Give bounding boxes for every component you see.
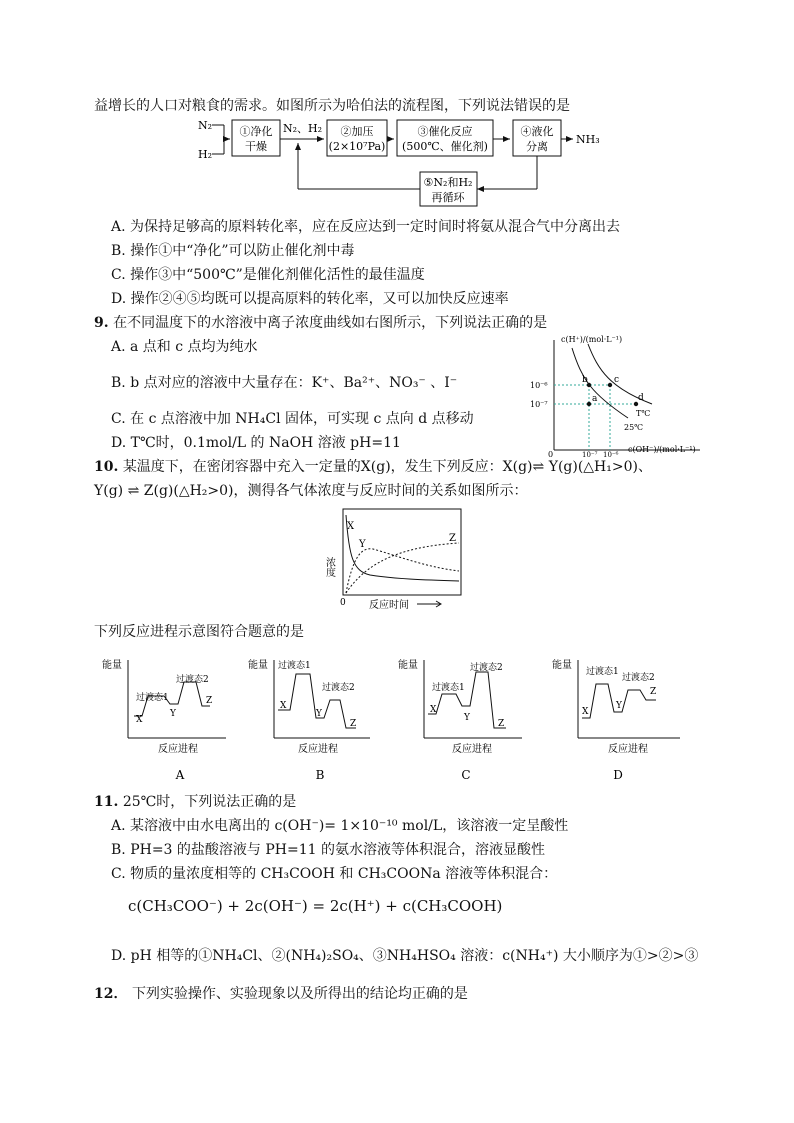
q11-equation: c(CH₃COO⁻) + 2c(OH⁻) = 2c(H⁺) + c(CH₃COOH) (128, 897, 503, 915)
energy-c-Z: Z (498, 719, 505, 729)
q8-option-b: B. 操作①中“净化”可以防止催化剂中毒 (111, 243, 355, 259)
q11-option-a: A. 某溶液中由水电离出的 c(OH⁻)= 1×10⁻¹⁰ mol/L，该溶液一定呈酸性 (111, 818, 569, 834)
energy-c-X: X (430, 705, 437, 715)
q8-option-c: C. 操作③中“500℃”是催化剂催化活性的最佳温度 (111, 267, 425, 283)
energy-a-Y: Y (170, 709, 176, 719)
q9-label-b: b (582, 375, 588, 385)
q9-label-d: d (638, 393, 644, 403)
flow-box-2-l2: (2×10⁷Pa) (328, 140, 386, 153)
energy-d-letter: D (613, 768, 623, 782)
flow-box-3-l1: ③催化反应 (417, 125, 473, 138)
energy-a-xlabel: 反应进程 (158, 744, 198, 755)
energy-c-xlabel: 反应进程 (452, 744, 492, 755)
q12-stem-line (94, 985, 468, 1003)
energy-d-ts1: 过渡态1 (586, 667, 619, 677)
energy-d-X: X (582, 707, 589, 717)
q11-stem: 25℃时，下列说法正确的是 (122, 794, 297, 810)
energy-c-letter: C (461, 768, 471, 782)
energy-diagram-b (248, 658, 370, 782)
q8-option-a: A. 为保持足够高的原料转化率，应在反应达到一定时间时将氨从混合气中分离出去 (111, 219, 621, 235)
q10-conc-Z: Z (449, 533, 456, 544)
q10-conc-X: X (347, 521, 355, 532)
q10-number: 10. (94, 459, 119, 475)
q9-point-a (587, 402, 591, 406)
energy-b-ylabel: 能量 (248, 660, 268, 671)
q10-conc-xlabel: 反应时间 (369, 600, 409, 611)
q12-number: 12． (94, 986, 128, 1002)
flow-output-nh3: NH₃ (576, 133, 600, 146)
energy-diagram-c (398, 658, 522, 782)
q9-tick-y6: 10⁻⁶ (530, 381, 548, 390)
flow-box-4-l2: 分离 (526, 140, 548, 153)
q9-ion-graph (528, 330, 706, 458)
haber-flow-diagram (190, 114, 610, 206)
energy-diagram-d (552, 658, 680, 782)
energy-d-ts2: 过渡态2 (622, 673, 655, 683)
q9-option-c: C. 在 c 点溶液中加 NH₄Cl 固体，可实现 c 点向 d 点移动 (111, 411, 474, 427)
q9-tick-x7: 10⁻⁷ (582, 451, 598, 459)
q9-origin: 0 (548, 450, 554, 459)
flow-box-5-l1: ⑤N₂和H₂ (423, 176, 473, 189)
q9-tick-y7: 10⁻⁷ (530, 400, 548, 409)
q9-label-a: a (592, 394, 598, 404)
q9-option-d: D. T℃时，0.1mol/L 的 NaOH 溶液 pH=11 (111, 435, 401, 451)
q10-prompt: 下列反应进程示意图符合题意的是 (94, 624, 304, 640)
energy-a-letter: A (175, 768, 185, 782)
energy-c-ylabel: 能量 (398, 660, 418, 671)
energy-a-Z: Z (206, 696, 213, 706)
q10-concentration-graph (325, 507, 465, 611)
energy-d-ylabel: 能量 (552, 660, 572, 671)
energy-a-ts2: 过渡态2 (176, 675, 209, 685)
flow-box-3-l2: (500℃、催化剂) (402, 140, 488, 153)
q9-stem: 在不同温度下的水溶液中离子浓度曲线如右图所示，下列说法正确的是 (113, 315, 548, 331)
q11-option-b: B. PH=3 的盐酸溶液与 PH=11 的氨水溶液等体积混合，溶液显酸性 (111, 842, 545, 858)
energy-b-Y: Y (316, 709, 322, 719)
q10-line1: 某温度下，在密闭容器中充入一定量的X(g)，发生下列反应：X(g)⇌ Y(g)(△H₁>0)、 (122, 459, 652, 475)
q11-number: 11. (94, 794, 119, 810)
q9-stem-line (94, 314, 547, 332)
q9-ylabel: c(H⁺)/(mol·L⁻¹) (561, 335, 623, 344)
q10-conc-ylabel: 浓度 (323, 557, 335, 577)
q10-energy-diagrams (96, 648, 716, 788)
energy-b-ts2: 过渡态2 (322, 683, 355, 693)
flow-mid-label: N₂、H₂ (283, 122, 323, 135)
energy-b-Z: Z (350, 719, 357, 729)
q9-xlabel: c(OH⁻)/(mol·L⁻¹) (628, 445, 696, 454)
energy-d-Y: Y (616, 701, 622, 711)
q10-curve-Y (346, 549, 459, 593)
energy-c-Y: Y (464, 713, 470, 723)
q10-line2: Y(g) ⇌ Z(g)(△H₂>0)，测得各气体浓度与反应时间的关系如图所示： (94, 483, 528, 499)
q10-conc-frame (343, 509, 461, 595)
q12-stem: 下列实验操作、实验现象以及所得出的结论均正确的是 (131, 986, 468, 1002)
q9-label-25: 25℃ (624, 423, 644, 432)
flow-box-1-l2: 干燥 (245, 140, 267, 153)
energy-b-letter: B (315, 768, 325, 782)
energy-a-ts1: 过渡态1 (136, 693, 169, 703)
q11-stem-line (94, 793, 296, 811)
intro-text: 益增长的人口对粮食的需求。如图所示为哈伯法的流程图，下列说法错误的是 (94, 98, 570, 114)
flow-input-h2: H₂ (198, 148, 213, 161)
energy-b-X: X (280, 701, 287, 711)
energy-d-Z: Z (650, 687, 657, 697)
q9-label-T: T℃ (636, 409, 651, 418)
q10-line1-wrap (94, 458, 652, 476)
energy-a-X: X (136, 715, 143, 725)
energy-diagram-a (102, 658, 226, 782)
q11-option-c: C. 物质的量浓度相等的 CH₃COOH 和 CH₃COONa 溶液等体积混合： (111, 866, 558, 882)
q10-conc-origin: 0 (340, 598, 346, 608)
q11-option-d: D. pH 相等的①NH₄Cl、②(NH₄)₂SO₄、③NH₄HSO₄ 溶液：c(NH₄⁺) 大小顺序为①>②>③ (111, 948, 699, 964)
flow-box-4-l1: ④液化 (520, 125, 554, 138)
q9-label-c: c (614, 375, 620, 385)
q9-number: 9. (94, 315, 109, 331)
q9-option-a: A. a 点和 c 点均为纯水 (111, 339, 258, 355)
flow-box-1-l1: ①净化 (239, 125, 273, 138)
q9-point-c (608, 383, 612, 387)
energy-b-ts1: 过渡态1 (278, 661, 311, 671)
flow-box-5-l2: 再循环 (431, 191, 465, 204)
energy-b-xlabel: 反应进程 (298, 744, 338, 755)
q9-curve-25 (572, 348, 628, 418)
q8-option-d: D. 操作②④⑤均既可以提高原料的转化率，又可以加快反应速率 (111, 291, 509, 307)
energy-c-ts1: 过渡态1 (432, 683, 465, 693)
flow-box-2-l1: ②加压 (340, 125, 374, 138)
q9-option-b: B. b 点对应的溶液中大量存在：K⁺、Ba²⁺、NO₃⁻ 、I⁻ (111, 375, 458, 391)
energy-c-ts2: 过渡态2 (470, 663, 503, 673)
energy-d-xlabel: 反应进程 (608, 744, 648, 755)
flow-input-n2: N₂ (198, 119, 213, 132)
energy-a-ylabel: 能量 (102, 660, 122, 671)
q10-conc-Y: Y (359, 539, 366, 550)
q9-tick-x6: 10⁻⁶ (603, 451, 619, 459)
